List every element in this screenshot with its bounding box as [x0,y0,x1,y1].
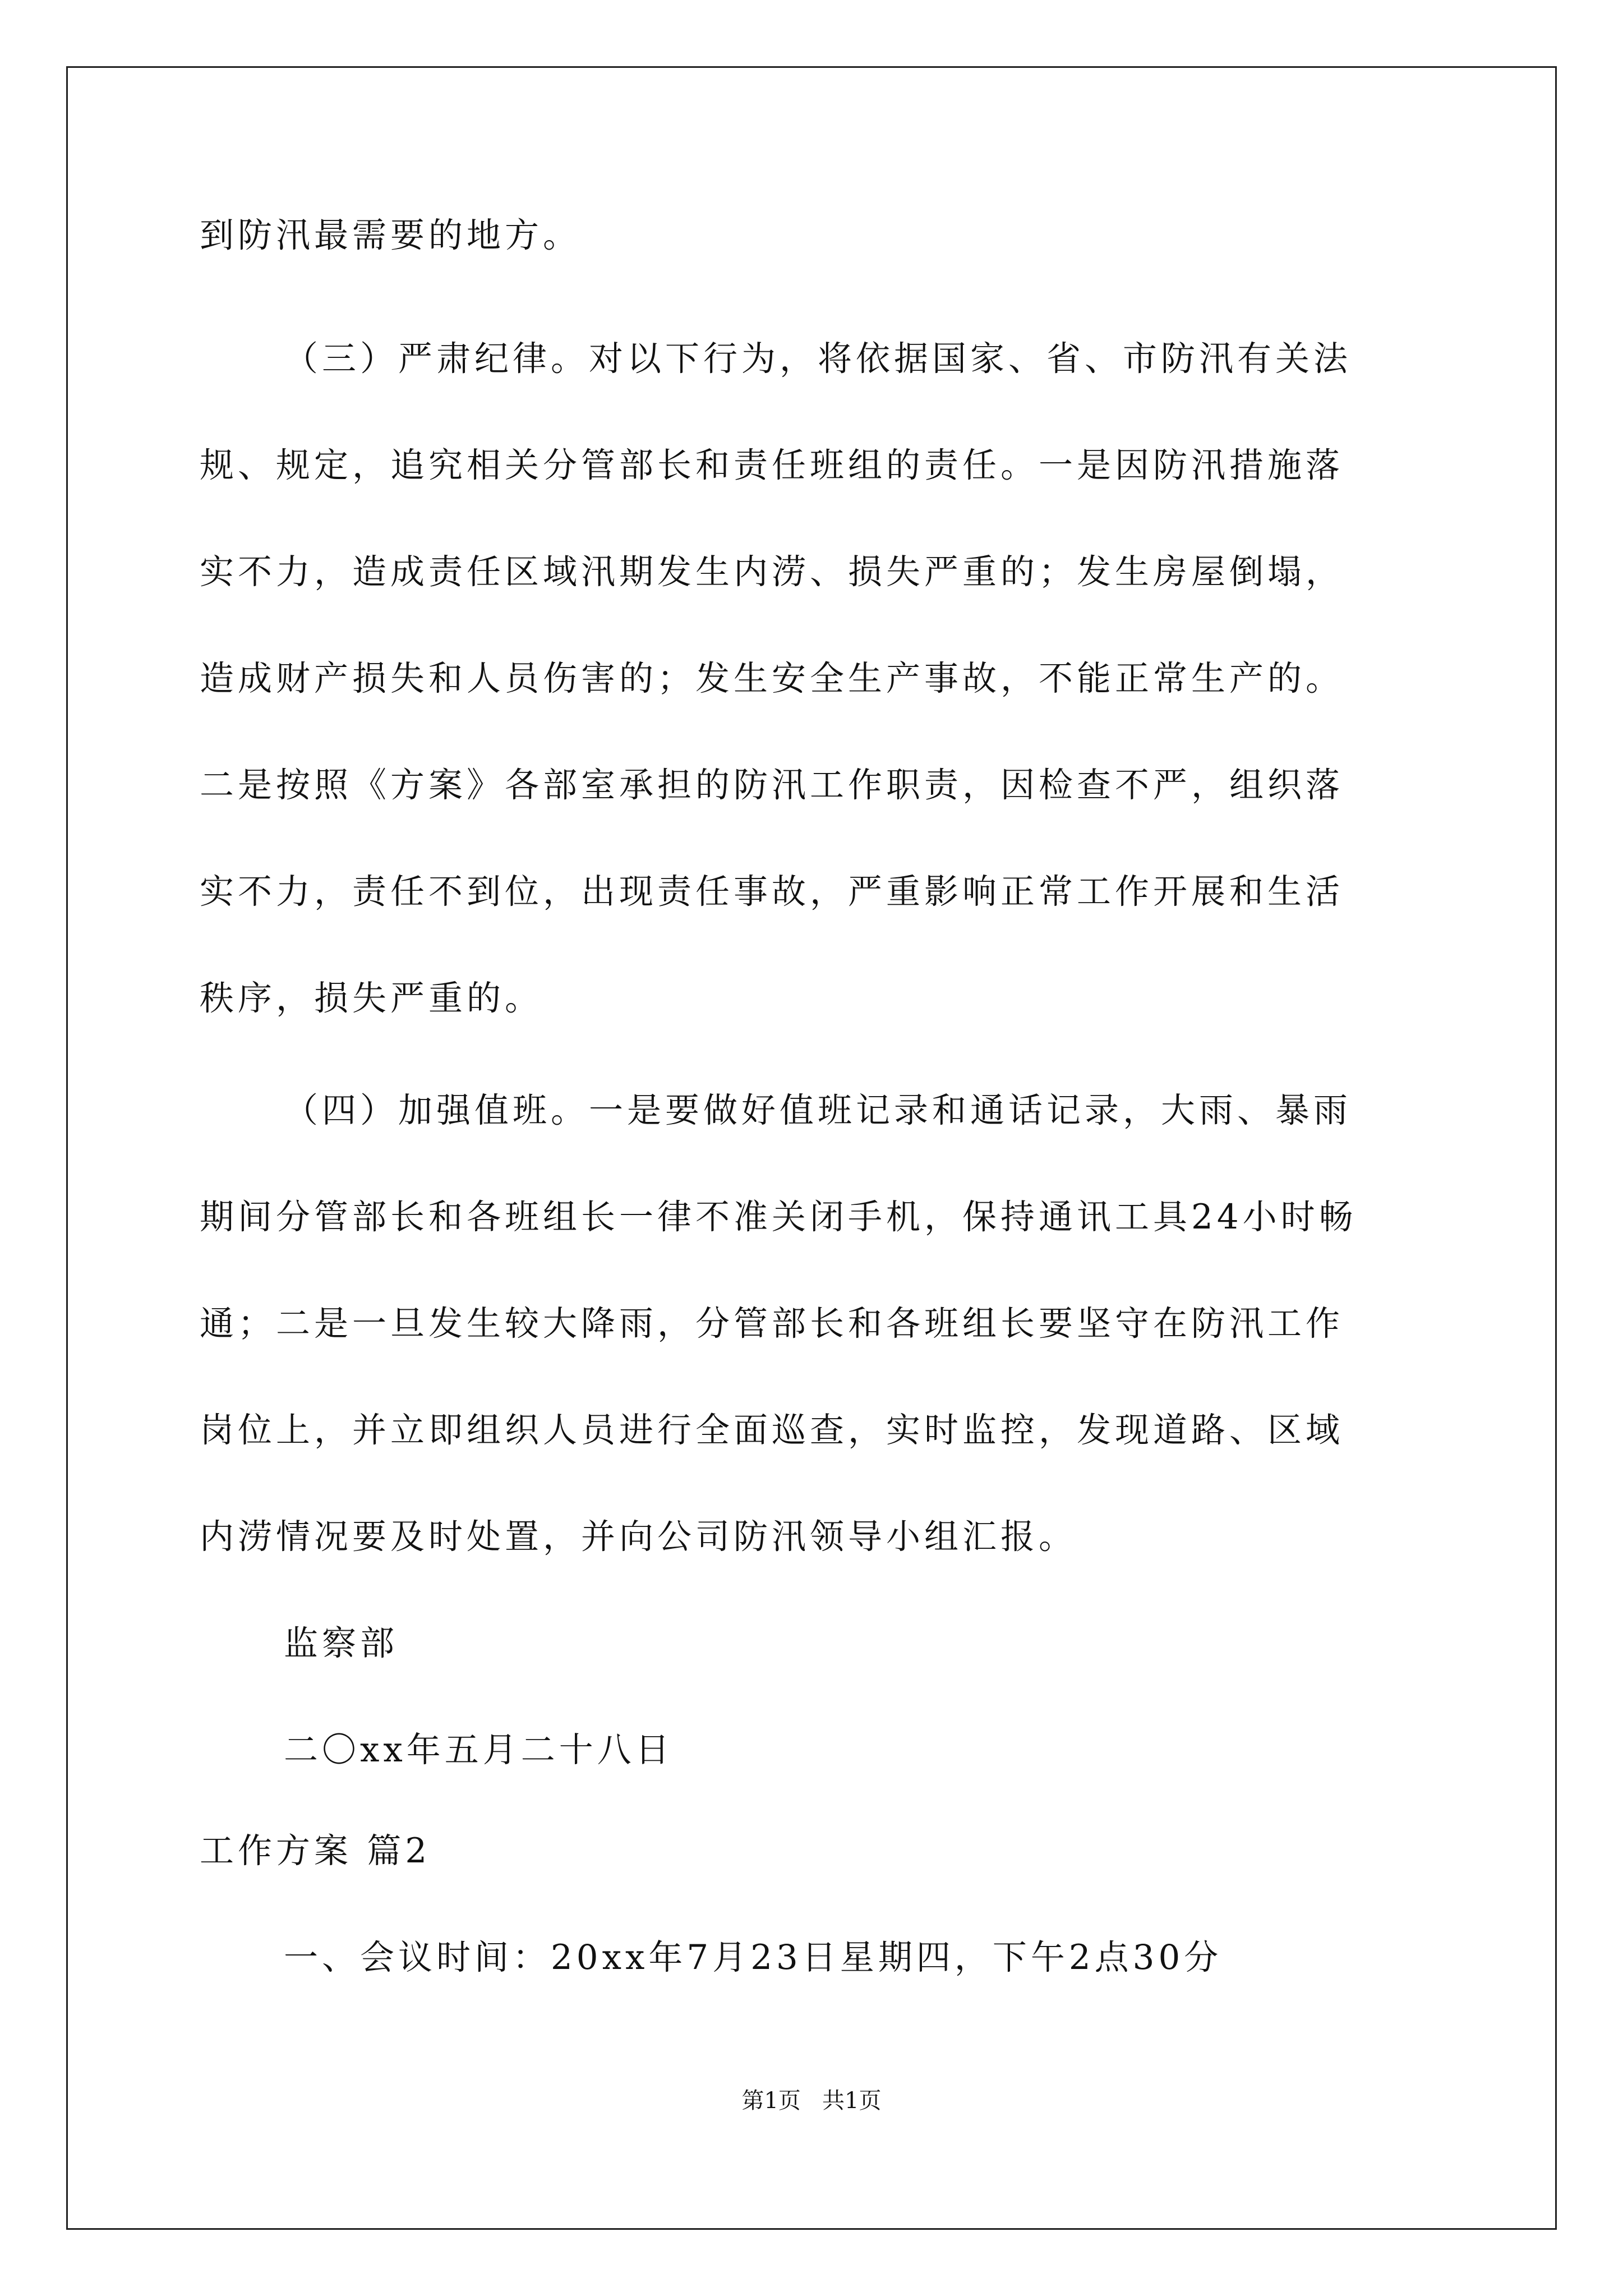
body-line: 实不力，造成责任区域汛期发生内涝、损失严重的；发生房屋倒塌， [200,552,1344,592]
signature-department: 监察部 [284,1623,399,1663]
body-line: 规、规定，追究相关分管部长和责任班组的责任。一是因防汛措施落 [200,445,1344,485]
section-3-heading-line: （三）严肃纪律。对以下行为，将依据国家、省、市防汛有关法 [284,339,1352,379]
body-line: 秩序，损失严重的。 [200,978,543,1018]
body-line: 内涝情况要及时处置，并向公司防汛领导小组汇报。 [200,1517,1077,1557]
body-line: 实不力，责任不到位，出现责任事故，严重影响正常工作开展和生活 [200,872,1344,912]
body-line: 岗位上，并立即组织人员进行全面巡查，实时监控，发现道路、区域 [200,1410,1344,1450]
body-line: 二是按照《方案》各部室承担的防汛工作职责，因检查不严，组织落 [200,765,1344,805]
body-line: 通；二是一旦发生较大降雨，分管部长和各班组长要坚守在防汛工作 [200,1304,1344,1343]
page-number-footer: 第1页 共1页 [741,2088,882,2114]
meeting-time-line: 一、会议时间：20xx年7月23日星期四，下午2点30分 [284,1938,1223,1977]
section-title: 工作方案 篇2 [200,1831,431,1871]
page-border [66,66,1557,2230]
body-line: 造成财产损失和人员伤害的；发生安全生产事故，不能正常生产的。 [200,659,1344,698]
signature-date: 二〇xx年五月二十八日 [284,1730,674,1770]
body-line: 到防汛最需要的地方。 [200,215,582,255]
section-4-heading-line: （四）加强值班。一是要做好值班记录和通话记录，大雨、暴雨 [284,1091,1352,1130]
body-line: 期间分管部长和各班组长一律不准关闭手机，保持通讯工具24小时畅 [200,1197,1357,1237]
